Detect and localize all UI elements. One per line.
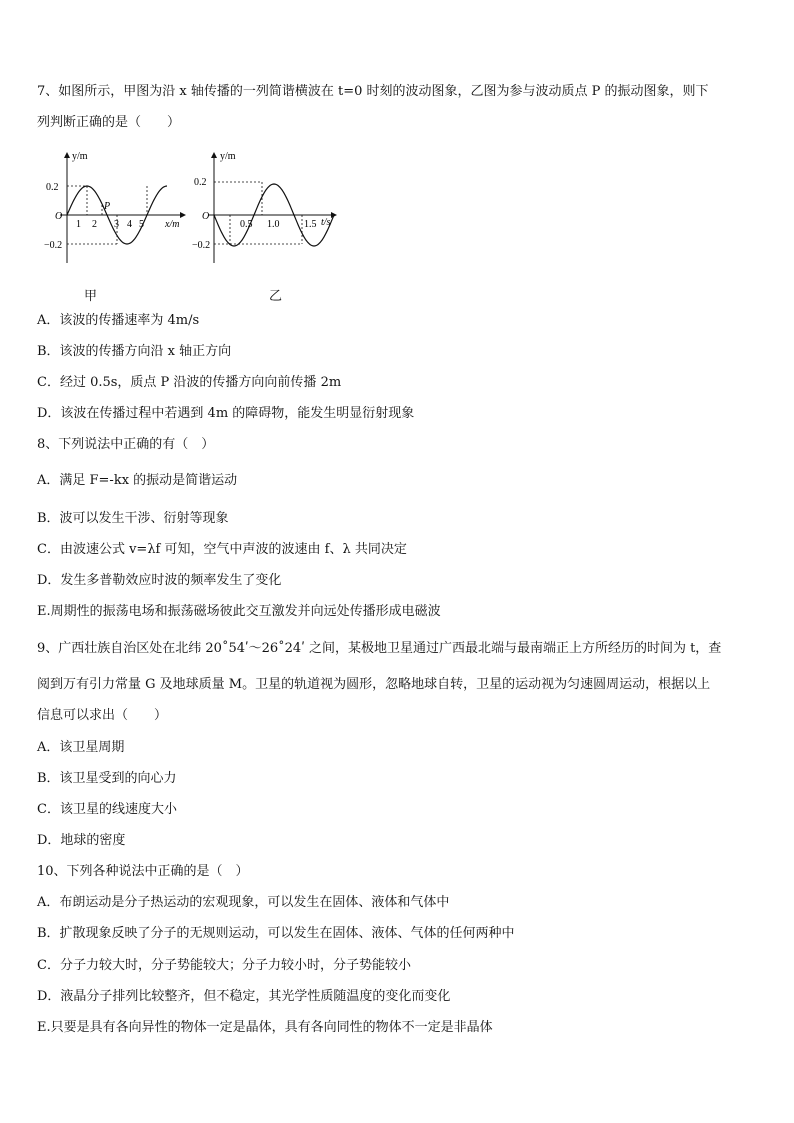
wave-graph-left [44,151,185,263]
right-origin-label: O [202,211,210,222]
left-x-axis-label: x/m [165,219,180,230]
left-y-tick-bottom: −0.2 [44,240,63,251]
right-x-tick-1.0: 1.0 [267,219,280,230]
q9-option-d: D．地球的密度 [37,833,126,848]
q10-option-d: D．液晶分子排列比较整齐，但不稳定，其光学性质随温度的变化而变化 [37,989,451,1004]
q10-stem: 10、下列各种说法中正确的是（ ） [37,864,249,879]
q7-option-a: A．该波的传播速率为 4m/s [37,313,200,328]
left-x-tick-5: 5 [139,219,144,230]
right-y-tick-top: 0.2 [194,177,207,188]
figure-caption-left: 甲 [84,289,98,304]
q7-stem-line2: 列判断正确的是（ ） [37,115,181,130]
right-y-axis-label: y/m [220,151,236,162]
left-x-tick-2: 2 [92,219,97,230]
left-y-tick-top: 0.2 [46,182,59,193]
q10-option-e: E.只要是具有各向异性的物体一定是晶体，具有各向同性的物体不一定是非晶体 [37,1020,493,1035]
q7-option-c: C．经过 0.5s，质点 P 沿波的传播方向向前传播 2m [37,375,342,390]
left-x-tick-3: 3 [114,219,119,230]
q8-option-d: D．发生多普勒效应时波的频率发生了变化 [37,573,282,588]
q9-option-a: A．该卫星周期 [37,740,125,755]
q8-option-c: C．由波速公式 v=λf 可知，空气中声波的波速由 f、λ 共同决定 [37,542,407,557]
q9-stem-line2: 阅到万有引力常量 G 及地球质量 M。卫星的轨道视为圆形，忽略地球自转，卫星的运动视为匀速圆周运动，根据以上 [37,677,711,692]
q10-option-a: A．布朗运动是分子热运动的宏观现象，可以发生在固体、液体和气体中 [37,895,450,910]
q9-option-c: C．该卫星的线速度大小 [37,802,177,817]
q8-stem: 8、下列说法中正确的有（ ） [37,437,215,452]
q9-stem-line3: 信息可以求出（ ） [37,708,168,723]
left-y-axis-label: y/m [72,151,88,162]
right-x-axis-label: t/s [321,217,331,228]
q7-option-d: D．该波在传播过程中若遇到 4m 的障碍物，能发生明显衍射现象 [37,406,415,421]
q7-option-b: B．该波的传播方向沿 x 轴正方向 [37,344,232,359]
q7-figure [40,145,340,305]
q8-option-e: E.周期性的振荡电场和振荡磁场彼此交互激发并向远处传播形成电磁波 [37,604,441,619]
q7-stem-line1: 7、如图所示，甲图为沿 x 轴传播的一列简谐横波在 t=0 时刻的波动图象，乙图为参与波动质点 P 的振动图象，则下 [37,84,709,99]
q8-option-b: B．波可以发生干涉、衍射等现象 [37,511,229,526]
left-x-tick-4: 4 [127,219,132,230]
right-x-tick-0.5: 0.5 [240,219,253,230]
q9-option-b: B．该卫星受到的向心力 [37,771,177,786]
left-x-tick-1: 1 [76,219,81,230]
q8-option-a: A．满足 F=-kx 的振动是简谐运动 [37,473,238,488]
left-point-p-label: P [104,201,111,212]
figure-caption-right: 乙 [269,289,283,304]
vibration-graph-right [192,151,336,263]
q9-stem-line1: 9、广西壮族自治区处在北纬 20˚54ʹ～26˚24ʹ 之间，某极地卫星通过广西最北端与最南端正上方所经历的时间为 t，查 [37,641,722,656]
left-origin-label: O [55,211,63,222]
q10-option-b: B．扩散现象反映了分子的无规则运动，可以发生在固体、液体、气体的任何两种中 [37,926,515,941]
right-y-tick-bottom: −0.2 [192,240,211,251]
right-x-tick-1.5: 1.5 [304,219,317,230]
q10-option-c: C．分子力较大时，分子势能较大；分子力较小时，分子势能较小 [37,958,411,973]
